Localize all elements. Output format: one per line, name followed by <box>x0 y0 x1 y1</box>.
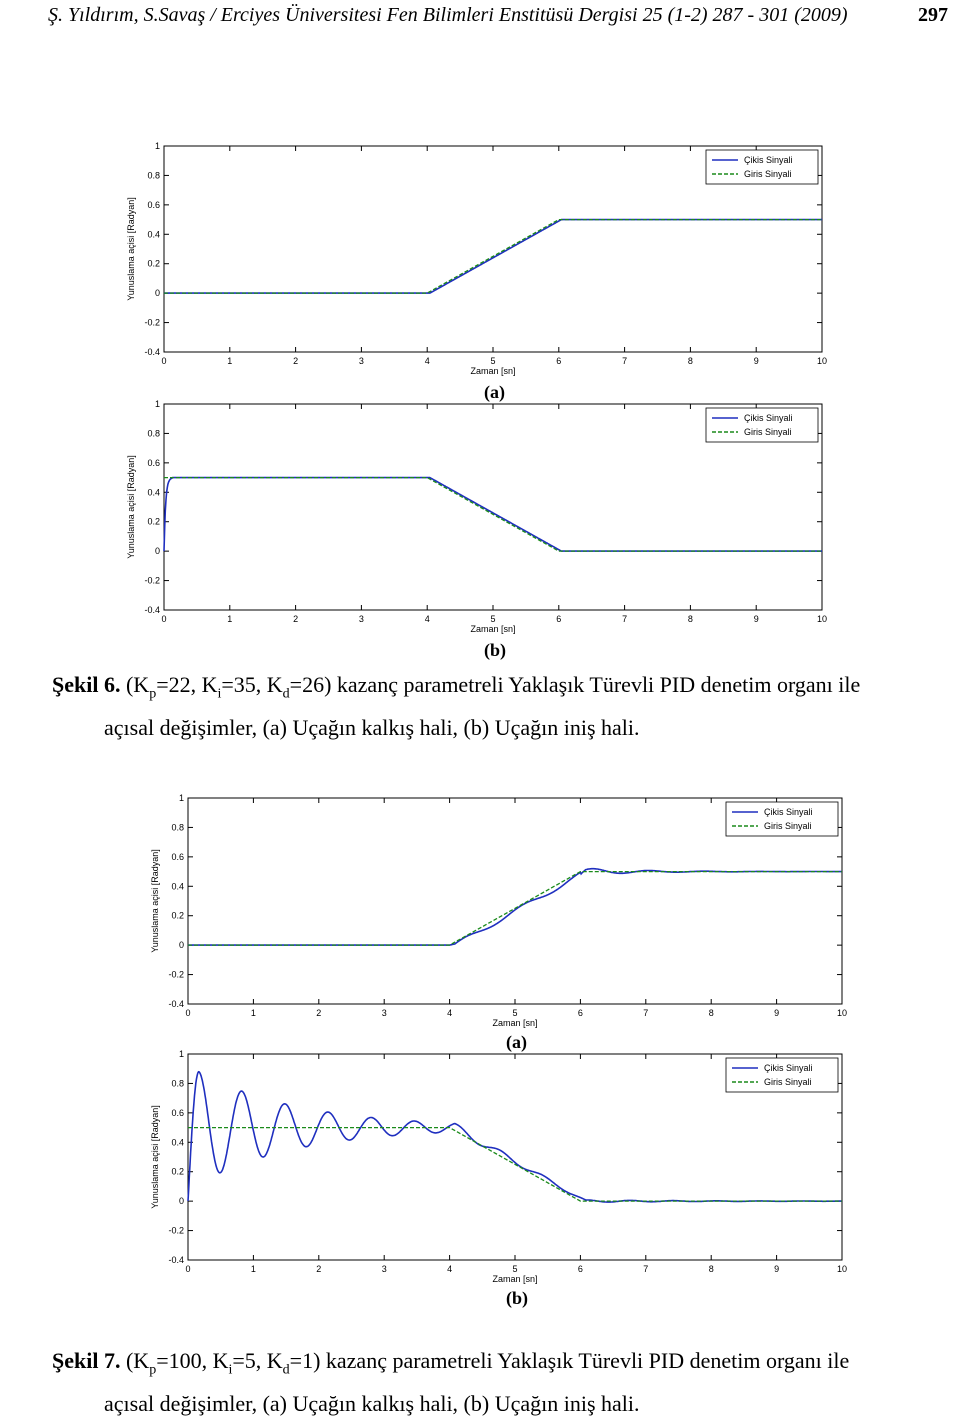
x-tick-label: 0 <box>161 356 167 366</box>
y-tick-label: -0.2 <box>144 575 160 586</box>
x-tick-label: 10 <box>836 1008 848 1018</box>
x-tick-label: 3 <box>381 1008 387 1018</box>
y-tick-label: 0.6 <box>147 457 160 468</box>
x-tick-label: 9 <box>774 1008 780 1018</box>
x-tick-label: 7 <box>643 1008 649 1018</box>
y-tick-label: -0.2 <box>168 1225 184 1236</box>
x-tick-label: 5 <box>490 614 496 624</box>
x-tick-label: 10 <box>816 614 828 624</box>
y-tick-label: 0 <box>178 940 184 951</box>
y-tick-label: 0.6 <box>171 1107 184 1118</box>
x-tick-label: 1 <box>250 1264 256 1274</box>
y-tick-label: 0.4 <box>147 229 160 240</box>
x-tick-label: 0 <box>185 1264 191 1274</box>
y-tick-label: 1 <box>178 793 184 803</box>
y-tick-label: 0.6 <box>147 199 160 210</box>
x-tick-label: 4 <box>447 1008 453 1018</box>
y-tick-label: 1 <box>154 399 160 409</box>
figure-7a-sublabel: (a) <box>506 1032 527 1052</box>
x-tick-label: 5 <box>512 1008 518 1018</box>
figure-6a-plot <box>120 138 840 382</box>
x-tick-label: 9 <box>774 1264 780 1274</box>
y-tick-label: 0 <box>154 546 160 557</box>
y-tick-label: 0.6 <box>171 851 184 862</box>
figure-6-label: Şekil 6. <box>52 672 121 697</box>
y-tick-label: 0.4 <box>171 1137 184 1148</box>
x-axis-label: Zaman [sn] <box>492 1274 538 1284</box>
x-tick-label: 5 <box>490 356 496 366</box>
x-tick-label: 5 <box>512 1264 518 1274</box>
y-tick-label: 0.2 <box>171 910 184 921</box>
y-tick-label: -0.2 <box>144 317 160 328</box>
y-tick-label: 0.8 <box>147 428 160 439</box>
figure-6b-plot <box>120 396 840 640</box>
x-tick-label: 3 <box>381 1264 387 1274</box>
x-axis-label: Zaman [sn] <box>470 624 516 634</box>
x-tick-label: 1 <box>227 614 233 624</box>
x-tick-label: 4 <box>447 1264 453 1274</box>
x-tick-label: 2 <box>316 1264 322 1274</box>
x-axis-label: Zaman [sn] <box>470 366 516 376</box>
x-tick-label: 2 <box>316 1008 322 1018</box>
legend-entry: Giris Sinyali <box>744 169 792 179</box>
y-tick-label: 0.2 <box>147 258 160 269</box>
y-axis-label: Yunuslama açisi [Radyan] <box>150 849 160 953</box>
x-tick-label: 3 <box>358 356 364 366</box>
x-tick-label: 7 <box>643 1264 649 1274</box>
y-tick-label: 0.8 <box>171 1078 184 1089</box>
x-tick-label: 10 <box>836 1264 848 1274</box>
y-tick-label: -0.2 <box>168 969 184 980</box>
y-tick-label: -0.4 <box>168 999 184 1009</box>
legend-entry: Giris Sinyali <box>764 1077 812 1087</box>
y-tick-label: -0.4 <box>144 347 160 357</box>
figure-7b-sublabel: (b) <box>506 1288 528 1308</box>
y-axis-label: Yunuslama açisi [Radyan] <box>126 455 136 559</box>
x-tick-label: 10 <box>816 356 828 366</box>
y-tick-label: 0.4 <box>171 881 184 892</box>
y-axis-label: Yunuslama açisi [Radyan] <box>126 197 136 301</box>
x-tick-label: 0 <box>161 614 167 624</box>
x-tick-label: 9 <box>753 356 759 366</box>
x-tick-label: 8 <box>687 614 693 624</box>
x-tick-label: 7 <box>622 614 628 624</box>
figure-7-caption-line2: açısal değişimler, (a) Uçağın kalkış hali, (b) Uçağın iniş hali. <box>104 1391 640 1417</box>
y-tick-label: -0.4 <box>144 605 160 615</box>
figure-7-caption: Şekil 7. ($K_p=100$, $K_i=5$, $K_d=1$) kazanç parametreli Yaklaşık Türevli PID denetim organı ile açısal değişimler, (a) Uçağın kalkış hali, (b) Uçağın iniş hali. <box>52 1344 960 1421</box>
x-tick-label: 0 <box>185 1008 191 1018</box>
x-tick-label: 2 <box>293 614 299 624</box>
figure-6-caption-line2: açısal değişimler, (a) Uçağın kalkış hali, (b) Uçağın iniş hali. <box>104 715 640 741</box>
legend-entry: Çikis Sinyali <box>764 1063 813 1073</box>
x-tick-label: 1 <box>227 356 233 366</box>
legend-entry: Çikis Sinyali <box>744 413 793 423</box>
y-tick-label: 0.2 <box>171 1166 184 1177</box>
running-header <box>48 4 948 27</box>
figure-7a-plot <box>144 790 860 1034</box>
figure-6a-sublabel: (a) <box>484 382 505 402</box>
legend-entry: Giris Sinyali <box>744 427 792 437</box>
y-axis-label: Yunuslama açisi [Radyan] <box>150 1105 160 1209</box>
y-tick-label: 0.2 <box>147 516 160 527</box>
figure-6b-sublabel: (b) <box>484 640 506 660</box>
running-title: Ş. Yıldırım, S.Savaş / Erciyes Üniversitesi Fen Bilimleri Enstitüsü Dergisi 25 (1-2) 287 - 301 (2009) <box>48 4 848 26</box>
x-tick-label: 9 <box>753 614 759 624</box>
figure-7b-plot <box>144 1046 860 1290</box>
x-tick-label: 6 <box>556 614 562 624</box>
x-tick-label: 8 <box>708 1008 714 1018</box>
x-tick-label: 2 <box>293 356 299 366</box>
x-tick-label: 6 <box>556 356 562 366</box>
x-tick-label: 6 <box>577 1264 583 1274</box>
x-tick-label: 4 <box>424 356 430 366</box>
y-tick-label: 1 <box>178 1049 184 1059</box>
legend-entry: Çikis Sinyali <box>744 155 793 165</box>
x-tick-label: 4 <box>424 614 430 624</box>
y-tick-label: 0.4 <box>147 487 160 498</box>
x-tick-label: 1 <box>250 1008 256 1018</box>
x-tick-label: 6 <box>577 1008 583 1018</box>
y-tick-label: 0.8 <box>171 822 184 833</box>
figure-7-label: Şekil 7. <box>52 1348 121 1373</box>
y-tick-label: -0.4 <box>168 1255 184 1265</box>
figure-6-caption: Şekil 6. ($K_p=22$, $K_i=35$, $K_d=26$) kazanç parametreli Yaklaşık Türevli PID denetim organı ile açısal değişimler, (a) Uçağın kalkış hali, (b) Uçağın iniş hali. <box>52 668 960 745</box>
x-axis-label: Zaman [sn] <box>492 1018 538 1028</box>
page-number: 297 <box>918 4 948 26</box>
x-tick-label: 8 <box>687 356 693 366</box>
y-tick-label: 0 <box>178 1196 184 1207</box>
legend-entry: Giris Sinyali <box>764 821 812 831</box>
legend-entry: Çikis Sinyali <box>764 807 813 817</box>
y-tick-label: 1 <box>154 141 160 151</box>
y-tick-label: 0.8 <box>147 170 160 181</box>
x-tick-label: 3 <box>358 614 364 624</box>
x-tick-label: 8 <box>708 1264 714 1274</box>
y-tick-label: 0 <box>154 288 160 299</box>
x-tick-label: 7 <box>622 356 628 366</box>
